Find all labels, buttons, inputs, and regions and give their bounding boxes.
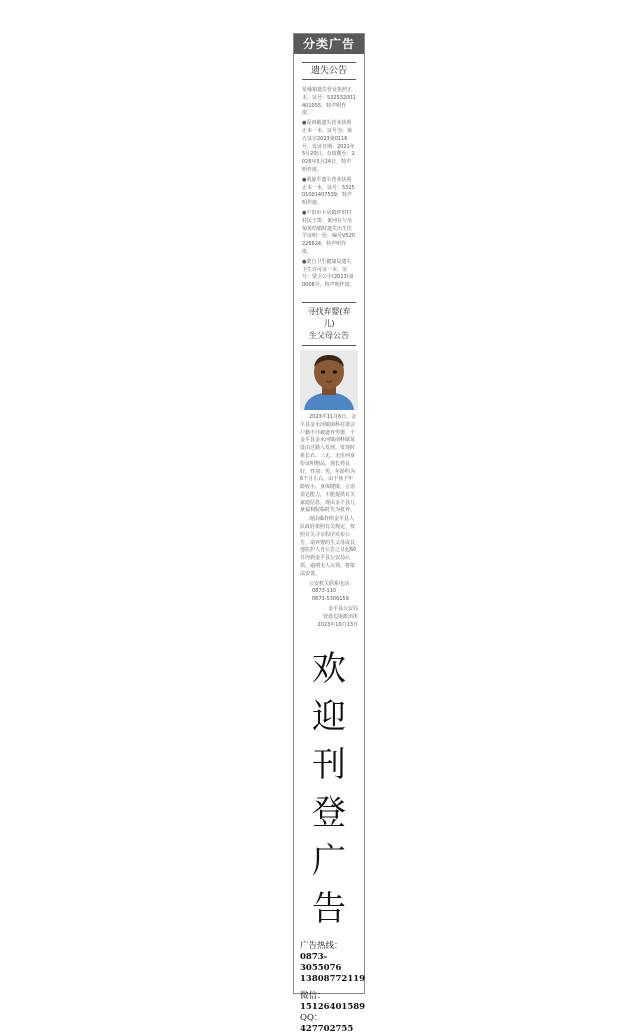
seek-paragraph: 2023年11月6日，金平县金水河镇南科村委会户籍不详被遗弃男婴，于金平县金水河镇南科镇某处由过路人发现。发现时系长衣、三无、无任何身份证明物品，现长势良好，性别：男，年龄约为6个月左右，由于孩子年龄较小，身体健康，言语表达能力，不能提供有关家庭信息，现由金平县儿童福利院临时代为抚养。 (300, 413, 357, 514)
welcome-char: 登 (312, 793, 346, 834)
contact-phone: 0873-5306159 (312, 596, 349, 603)
ad-hotline (300, 941, 364, 1035)
sign-line: 金平县公安局 (327, 606, 358, 613)
lost-notice-list (302, 87, 356, 290)
wechat-label: 微信： (300, 991, 326, 1002)
lost-notice-item: ●黄旋乎遗失营业执照正本一本，证号：532501001407539，特声明作废。 (302, 176, 355, 207)
welcome-banner (294, 645, 364, 933)
seek-parents-title (302, 306, 356, 342)
welcome-char: 迎 (312, 697, 346, 738)
seek-parents-body (300, 414, 358, 579)
lost-notice-item: ●蒙自卫生健康局遗失卫生许可证一本，证号：蒙卫公字(2023)第0008号，特声明作废。 (302, 258, 355, 289)
police-contact (300, 581, 358, 604)
lost-notice-item: ●爱西敏遗失营业执照正本一本，证号为：第五证字2023第0116号，发证日期：2021年5月20日，有效期至：2026年5月24日，特声明作废。 (302, 120, 355, 173)
contact-label: 公安机关联系电话： (309, 580, 355, 587)
lost-notice-item: 星缘狼遗失营业执照正本，证号：532532001401055，特声明作废。 (302, 87, 356, 117)
hotline-label: 广告热线： (300, 941, 343, 952)
seek-title-line-1: 寻找弃婴(弃儿) (307, 306, 351, 328)
welcome-char: 广 (312, 841, 346, 882)
notice-signature (300, 606, 358, 629)
welcome-char: 告 (312, 889, 346, 930)
divider (302, 345, 356, 346)
classified-ads-column (293, 33, 366, 1035)
seek-title-line-2: 生父母公告 (309, 330, 349, 340)
sign-line: 2023年10月13日 (317, 621, 358, 628)
qq-label: QQ： (300, 1013, 323, 1024)
lost-notice-title: 遗失公告 (302, 62, 356, 80)
seek-paragraph: 现由爆炸组金平县人民政府依照有关规定，按照有关寻亲程序发布公告，请弃婴的生父母或其他监护人自公告之日起60日内到金平县公安局认领。逾期无人认领，将依法安置。 (300, 516, 357, 577)
sign-line: 营盘边境派出所 (322, 613, 358, 620)
welcome-char: 欢 (312, 649, 346, 690)
lost-notice-item: ●个旧市卡房镇坪田村村民王凯：黄河在与吴菊英结婚时遗失出生医学证明一份，编号V520226624，特声明作废。 (302, 209, 355, 255)
wechat-number: 15126401589 (300, 1002, 366, 1013)
baby-photo (300, 350, 358, 410)
hotline-phone-1: 0873-3055076 (300, 952, 342, 974)
section-header: 分类广告 (294, 34, 364, 54)
contact-phone: 0873-110 (312, 588, 337, 595)
divider (302, 302, 356, 303)
qq-number: 427702755 (300, 1024, 354, 1035)
hotline-phone-2: 13808772119 (300, 974, 366, 985)
welcome-char: 刊 (312, 745, 346, 786)
